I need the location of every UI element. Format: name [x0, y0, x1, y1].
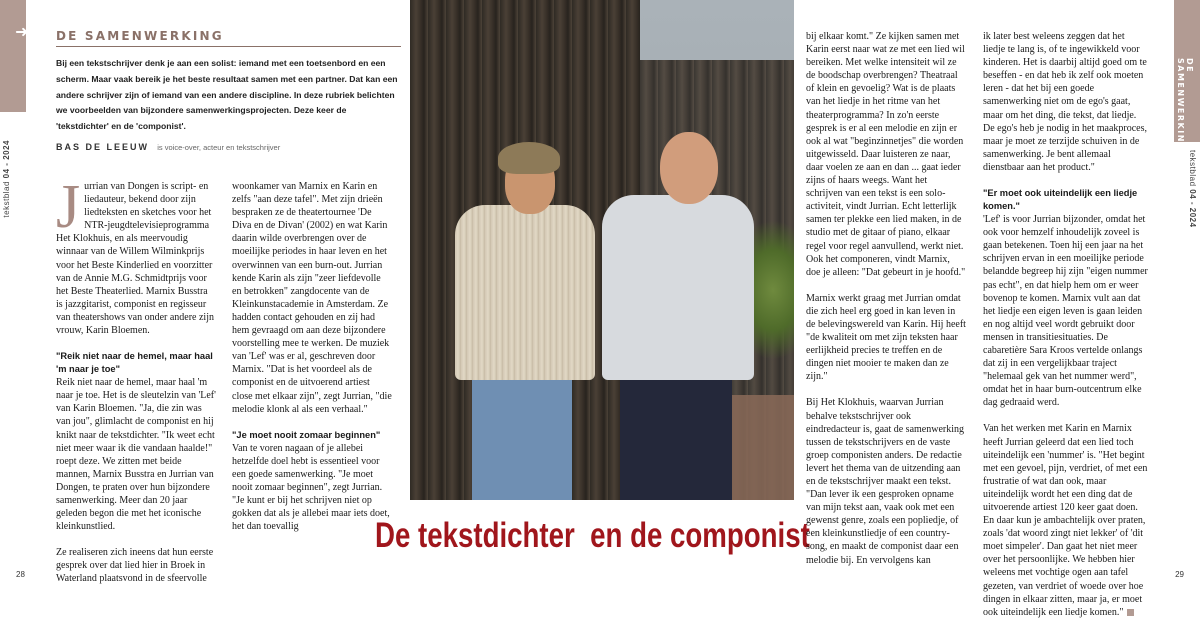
byline	[56, 142, 280, 152]
headline: De tekstdichter en de componist	[375, 516, 810, 555]
paragraph: Marnix werkt graag met Jurrian omdat die zich heel erg goed in kan leven in de belevingswereld van Karin. Hij heeft "de kwaliteit om met zijn teksten haar eerlijkheid precies te treffen en de dingen niet mooier te maken dan ze zijn."	[806, 292, 966, 383]
subheading: "Reik niet naar de hemel, maar haal 'm naar je toe"	[56, 351, 213, 375]
dropcap: J	[56, 173, 81, 241]
paragraph: Reik niet naar de hemel, maar haal 'm naar je toe. Het is de sleutelzin van 'Lef' van Karin Bloemen. "Ja, die zin was van jou", glimlacht de componist en hij knikt naar de tekstdichter. "Ik weet echt niet meer waar ik die vandaan haalde!" roept deze. We zitten met beide mannen, Marnix Busstra en Jurrian van Dongen, te praten over hun bijzondere samenwerking. Meer dan 20 jaar geleden begon die met het iconische kleinkunstlied.	[56, 377, 216, 533]
section-tab-left	[0, 0, 29, 112]
page-number-right: 29	[1175, 570, 1184, 579]
paragraph: bij elkaar komt." Ze kijken samen met Karin eerst naar wat ze met een lied wil bereiken. Met welke intensiteit wil ze de boodschap overbrengen? Theatraal of klein en gevoelig? Wat is de plaats van het liedje in het ritme van het theaterprogramma? In zo'n eerste gesprek is er al een melodie en zijn er ook al wat "beginzinnetjes" die worden uitgewisseld. Daar luisteren ze naar, daar voelen ze aan en dan ... gaat ieder zijns of haars weegs. Want het schrijven van een tekst is een solo-activiteit, vindt Jurrian. Echt letterlijk samen ter plekke een lied maken, in de studio met de gitaar of piano, elkaar regel voor regel aanvullend, werkt niet. Ook het componeren, vindt Marnix, doe je alleen: "Dat gebeurt in je hoofd."	[806, 31, 966, 278]
page-number-left: 28	[16, 570, 25, 579]
intro-text: Bij een tekstschrijver denk je aan een solist: iemand met een toetsenbord en een scherm. Maar vaak bereik je het beste resultaat samen met een partner. Dat kan een andere schrijver zijn of iemand van een andere discipline. In deze rubriek belichten we voorbeelden van bijzondere samenwerkingsprojecten. Deze keer de 'tekstdichter' en de 'componist'.	[56, 58, 398, 132]
paragraph: Ze realiseren zich ineens dat hun eerste gesprek over dat lied hier in Broek in Waterland plaatsvond in de sfeervolle	[56, 547, 214, 585]
divider	[56, 46, 401, 47]
person-right-shirt	[602, 195, 754, 380]
paragraph: woonkamer van Marnix en Karin en zelfs "aan deze tafel". Met zijn drieën bespraken ze de theatertournee 'De Diva en de Divan' (2002) en wat Karin daarin wilde overbrengen over de moeilijke periodes in haar leven en het overwinnen van een burn-out. Jurrian kende Karin als zijn "zeer liefdevolle en betrokken" zangdocente van de Kleinkunstacademie in Amsterdam. Ze hadden contact gehouden en zij had hem gevraagd om aan deze bijzondere voorstelling mee te werken. De muziek van 'Lef' was er al, geschreven door Marnix. "Dat is het voordeel als de componist en de uitvoerend artiest close met elkaar zijn", zegt Jurrian, "die melodie klonk al als een verhaal."	[232, 181, 392, 415]
paragraph: ik later best weleens zeggen dat het liedje te lang is, of te ingewikkeld voor kinderen. Het is daarbij altijd goed om te beseffen - en dat heb ik zelf ook moeten leren - dat het bij een goede samenwerking niet om de ego's gaat, maar om het ding, die tekst, dat liedje. De ego's heb je nodig in het maakproces, maar je moet ze terzijde schuiven in de samenwerking. Je bent allemaal dienstbaar aan het product."	[983, 31, 1147, 173]
subheading: "Je moet nooit zomaar beginnen"	[232, 429, 381, 440]
article-column-3	[806, 30, 966, 580]
person-right-pants	[620, 370, 732, 500]
person-left-hair	[498, 142, 560, 174]
article-column-4	[983, 30, 1148, 632]
person-left-jeans	[472, 370, 572, 500]
paragraph: Van het werken met Karin en Marnix heeft Jurrian geleerd dat een lied toch uiteindelijk een 'nummer' is. "Het begint met een gevoel, pijn, verdriet, of met een frustratie of wat dan ook, maar uiteindelijk wordt het een ding dat de uitvoerende artiest 120 keer gaat doen. En daar kun je ambachtelijk over praten, zoals 'dat woord zingt niet lekker' of 'dit moet simpeler'. Dan gaat het niet meer over het persoonlijke. We hebben hier weleens met vochtige ogen aan tafel gezeten, van verdriet of woede over hoe dingen in elkaar zitten, maar ja, er moet ook uiteindelijk een liedje komen."	[983, 423, 1148, 618]
author-role: is voice-over, acteur en tekstschrijver	[157, 143, 281, 152]
paragraph: Bij Het Klokhuis, waarvan Jurrian behalve tekstschrijver ook eindredacteur is, gaat de samenwerking tussen de tekstschrijvers en de vaste groep componisten anders. De redactie levert het thema van de uitzending aan en de tekstschrijver maakt een tekst. "Dan lever ik een gesproken opname van mijn tekst aan, vaak ook met een gewenst genre, zoals een popliedje, of een kleinkunstliedje of een country-song, en maakt de componist daar een melodie bij. En vervolgens kan	[806, 397, 964, 566]
arrow-right-icon: ➜	[15, 22, 29, 41]
author-name: BAS DE LEEUW	[56, 142, 150, 152]
folio-left: tekstblad 04 - 2024	[2, 140, 11, 218]
folio-right: tekstblad 04 - 2024	[1188, 150, 1197, 228]
paragraph: Van te voren nagaan of je allebei hetzelfde doel hebt is essentieel voor een goede samenwerking. "Je moet nooit zomaar beginnen", zegt Jurrian. "Je kunt er bij het schrijven niet op gokken dat als je allebei maar iets doet, het dan toevallig	[232, 442, 390, 533]
paragraph: 'Lef' is voor Jurrian bijzonder, omdat het ook voor hemzelf inhoudelijk zoveel is gaan betekenen. Toen hij een jaar na het schrijven ervan in een moeilijke periode belandde begreep hij zijn "eigen nummer pas echt", en dat hielp hem om er weer bovenop te komen. Marnix vult aan dat het liedje een eigen leven is gaan leiden en nog altijd veel wordt gebruikt door mensen in transitiesituaties. De cabaretière Sara Kroos vertelde onlangs dat zij in een vergelijkbaar traject "helemaal gek van het nummer werd", omdat het in haar burn-outcentrum elke dag gedraaid werd.	[983, 214, 1148, 409]
portrait-photo	[410, 0, 794, 500]
section-label-vertical: DE SAMENWERKING	[1176, 58, 1194, 151]
section-label: DE SAMENWERKING	[56, 29, 224, 43]
paragraph: urrian van Dongen is script- en liedauteur, bekend door zijn liedteksten en sketches voor het NTR-jeugdtelevisieprogramma Het Klokhuis, en als meervoudig winnaar van de Willem Wilminkprijs voor het Beste Kinderlied en voorzitter van de Annie M.G. Schmidtprijs voor het Beste Theaterlied. Marnix Busstra is jazzgitarist, componist en regisseur van theatershows van onder andere zijn vrouw, Karin Bloemen.	[56, 181, 214, 337]
subheading: "Er moet ook uiteindelijk een liedje komen."	[983, 188, 1138, 212]
article-column-1	[56, 173, 216, 599]
person-left-shirt	[455, 205, 595, 380]
section-tab-right	[1174, 0, 1200, 151]
person-right-face	[660, 132, 718, 204]
end-mark-icon	[1127, 609, 1134, 616]
article-column-2	[232, 180, 392, 546]
